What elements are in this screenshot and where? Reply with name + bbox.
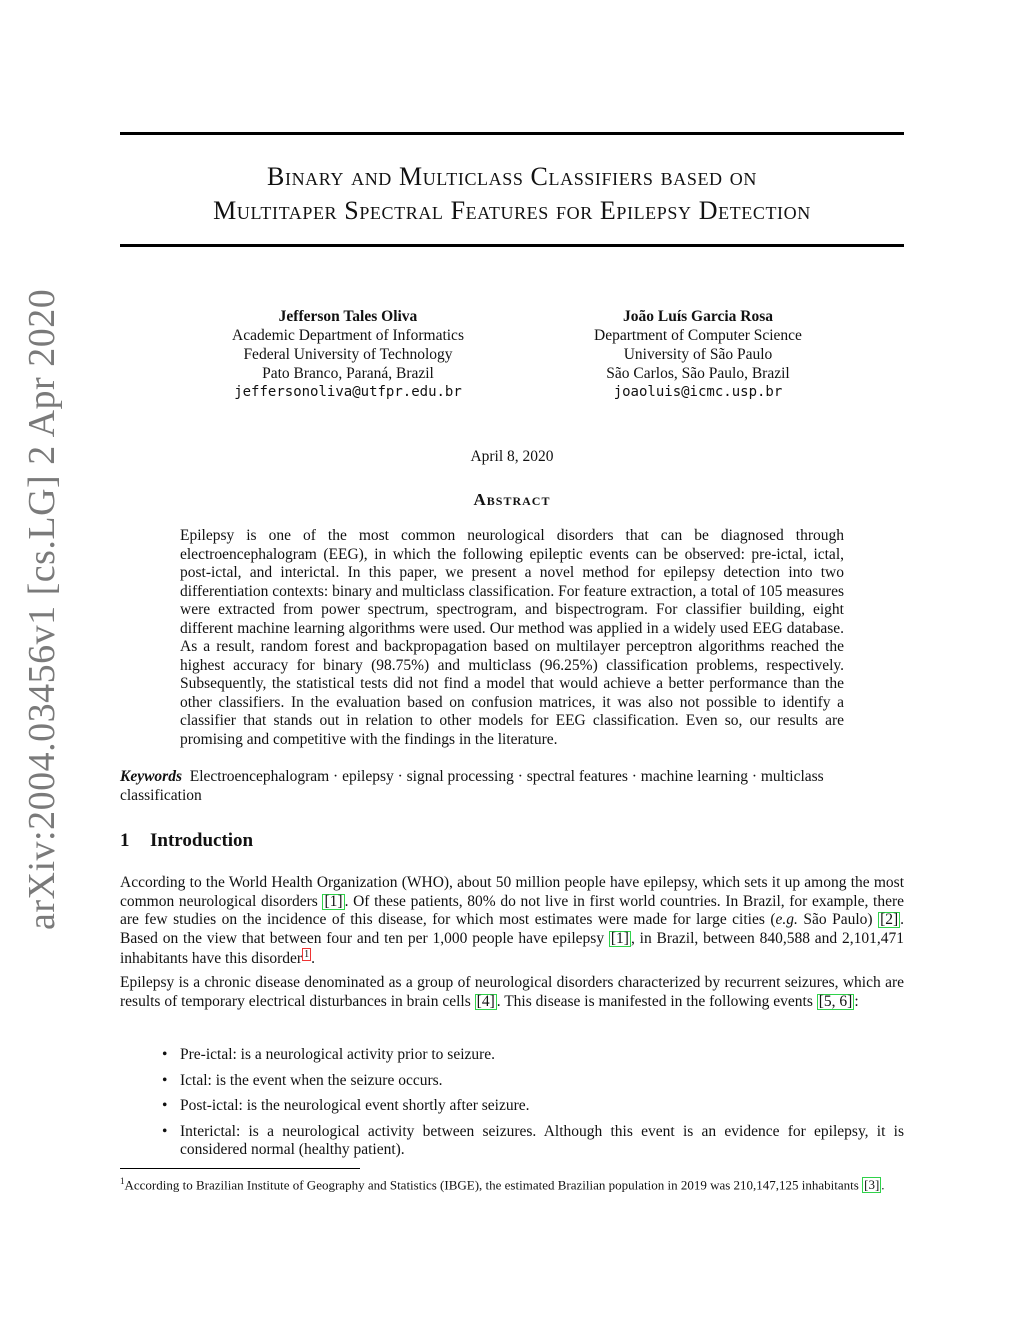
list-item: • Post-ictal: is the neurological event shortly after seizure. [162,1097,530,1114]
abstract-text: Epilepsy is one of the most common neurological disorders that can be diagnosed through electroencephalogram (EEG), in which the following epileptic events can be observed: pre-ictal, ictal, post-ictal, and interictal. In this paper, we present a novel method for epilepsy detection into two differentiation contexts: binary and multiclass classification. For feature extraction, a total of 105 measures were extracted from power spectrum, spectrogram, and bispectrogram. For classifier building, eight different machine learning algorithms were used. Our method was applied in a widely used EEG database. As a result, random forest and backpropagation based on multilayer perceptron algorithms reached the highest accuracy for binary (98.75%) and multiclass (96.25%) classification problems, respectively. Subsequently, the statistical tests did not find a model that would achieve a better performance than the other classifiers. In the evaluation based on confusion matrices, it was also not possible to identify a classifier that stands out in relation to other models for EEG classification. Even so, our results are promising and competitive with the findings in the literature. [180,527,844,748]
footnote-link[interactable]: 1 [304,949,310,960]
epileptic-events-list [160,1046,904,1167]
footnote: $^1$According to Brazilian Institute of Geography and Statistics (IBGE), the estimated Brazilian population in 2019 was 210,147,125 inhabitants [3] . [120,1176,885,1193]
section-heading [120,830,253,852]
bullet-icon: • [162,1097,168,1114]
bullet-icon: • [162,1046,168,1063]
list-item: • Ictal: is the event when the seizure occurs. [162,1071,443,1089]
citation-link[interactable]: [4] [476,992,495,1010]
section-number: 1 [120,830,130,851]
author-name: João Luís Garcia Rosa [623,308,773,325]
author-email[interactable]: jeffersonoliva@utfpr.edu.br [234,384,462,400]
intro-paragraph-2: Epilepsy is a chronic disease denominated as a group of neurological disorders characterized by recurrent seizures, which are results of temporary electrical disturbances in brain cells [4] . This disease is manifested in the following events [5, 6] : [120,974,904,1010]
citation-link[interactable]: [1] [610,929,629,947]
keywords-text: Electroencephalogram · epilepsy · signal processing · spectral features · machine learning · multiclass classification [120,768,824,804]
keywords-label: Keywords [120,768,182,785]
author-institution: Federal University of Technology [243,346,453,363]
paper-date: April 8, 2020 [470,448,554,465]
author-block-1 [178,307,518,402]
title-bottom-rule [120,244,904,247]
citation-link[interactable]: [1] [324,892,343,910]
abstract-heading: Abstract [473,490,551,509]
title-line-1: Binary and Multiclass Classifiers based on [267,162,757,191]
author-department: Academic Department of Informatics [232,327,464,344]
keywords [120,768,904,805]
citation-link[interactable]: [5, 6] [818,992,853,1010]
citation-link[interactable]: [2] [880,911,899,928]
citation-link[interactable]: [3] [864,1177,880,1193]
author-location: Pato Branco, Paraná, Brazil [262,365,434,382]
footnote-mark: 1 [120,1176,125,1186]
author-department: Department of Computer Science [594,327,802,344]
paper-title [120,160,904,228]
author-institution: University of São Paulo [623,346,773,363]
title-line-2: Multitaper Spectral Features for Epilepsy Detection [213,196,811,225]
author-email[interactable]: joaoluis@icmc.usp.br [613,384,783,400]
author-name: Jefferson Tales Oliva [278,308,418,325]
list-item: • Interictal: is a neurological activity between seizures. Although this event is an evidence for epilepsy, it is considered normal (healthy patient). [162,1122,904,1158]
list-item: • Pre-ictal: is a neurological activity prior to seizure. [162,1046,496,1063]
section-title: Introduction [150,830,254,851]
bullet-icon: • [162,1122,168,1140]
footnote-rule [120,1168,360,1169]
bullet-icon: • [162,1071,168,1089]
title-top-rule [120,132,904,135]
intro-paragraph-1: According to the World Health Organization (WHO), about 50 million people have epilepsy, which sets it up among the most common neurological disorders [1] . Of these patients, 80% do not live in first world countries. In Brazil, for example, there are few studies on the incidence of this disease, for which most estimates were made for large cities (e.g. São Paulo) [2] . Based on the view that between four and ten per 1,000 people have epilepsy [1] , in Brazil, between 840,588 and 2,101,471 inhabitants have this disorder 1 . [120,874,905,967]
author-location: São Carlos, São Paulo, Brazil [606,365,790,382]
arxiv-side-stamp: arXiv:2004.03456v1 [cs.LG] 2 Apr 2020 [21,288,63,930]
author-block-2 [528,307,868,402]
